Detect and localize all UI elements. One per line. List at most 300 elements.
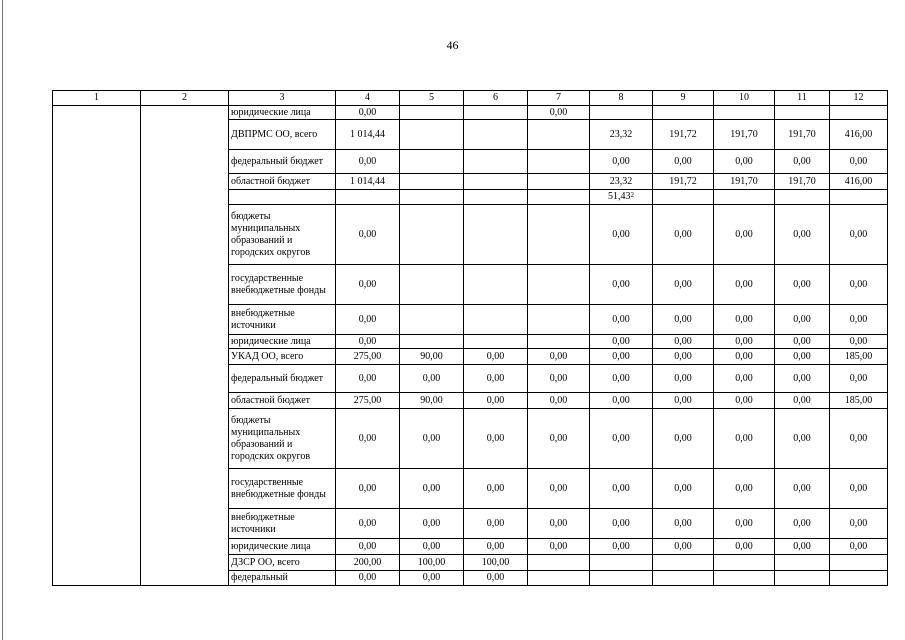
value-cell bbox=[336, 190, 400, 205]
value-cell bbox=[336, 150, 400, 174]
cell-value: 0,00 bbox=[735, 313, 753, 325]
cell-value: 0,00 bbox=[486, 482, 505, 494]
value-cell bbox=[464, 469, 528, 509]
cell-value: 185,00 bbox=[844, 350, 873, 362]
value-cell bbox=[653, 409, 714, 469]
value-cell bbox=[775, 265, 830, 305]
value-cell bbox=[830, 205, 888, 265]
value-cell bbox=[464, 305, 528, 335]
cell-value: 0,00 bbox=[612, 335, 630, 347]
value-cell bbox=[775, 190, 830, 205]
row-label: областной бюджет bbox=[229, 393, 336, 409]
value-cell bbox=[830, 150, 888, 174]
value-cell bbox=[590, 539, 653, 555]
cell-value: 0,00 bbox=[549, 482, 568, 494]
cell-value: 0,00 bbox=[674, 335, 692, 347]
empty-cell bbox=[141, 409, 229, 469]
cell-value: 0,00 bbox=[358, 155, 377, 167]
value-cell bbox=[528, 265, 590, 305]
cell-value: 0,00 bbox=[793, 278, 811, 290]
row-label: внебюджетные источники bbox=[229, 509, 336, 539]
value-cell bbox=[714, 174, 775, 190]
value-cell bbox=[464, 409, 528, 469]
value-cell bbox=[775, 469, 830, 509]
value-cell bbox=[653, 393, 714, 409]
empty-cell bbox=[141, 174, 229, 190]
cell-value: 0,00 bbox=[849, 517, 868, 529]
cell-value: 90,00 bbox=[420, 394, 443, 406]
row-label: федеральный bbox=[229, 571, 336, 586]
value-cell bbox=[830, 120, 888, 150]
value-cell bbox=[590, 120, 653, 150]
value-cell bbox=[653, 469, 714, 509]
empty-cell bbox=[53, 120, 141, 150]
value-cell bbox=[528, 150, 590, 174]
cell-value: 191,72 bbox=[669, 175, 697, 187]
cell-value: 0,00 bbox=[549, 106, 568, 118]
value-cell bbox=[653, 190, 714, 205]
value-cell bbox=[336, 335, 400, 349]
value-cell bbox=[775, 539, 830, 555]
value-cell bbox=[653, 539, 714, 555]
value-cell bbox=[653, 150, 714, 174]
empty-cell bbox=[141, 365, 229, 393]
table-row bbox=[53, 469, 888, 509]
cell-value: 0,00 bbox=[735, 155, 753, 167]
value-cell bbox=[775, 571, 830, 586]
table-row bbox=[53, 106, 888, 120]
table-row bbox=[53, 205, 888, 265]
cell-value: 0,00 bbox=[674, 540, 692, 552]
value-cell bbox=[528, 509, 590, 539]
cell-value: 0,00 bbox=[849, 313, 868, 325]
cell-value: 0,00 bbox=[793, 432, 811, 444]
page-number: 46 bbox=[446, 38, 459, 52]
footnote-marker: 2 bbox=[630, 191, 634, 199]
value-cell bbox=[653, 509, 714, 539]
value-cell bbox=[590, 393, 653, 409]
value-cell bbox=[336, 539, 400, 555]
value-cell bbox=[400, 393, 464, 409]
value-cell bbox=[714, 393, 775, 409]
value-cell bbox=[528, 409, 590, 469]
column-header: 11 bbox=[775, 91, 830, 106]
value-cell bbox=[336, 106, 400, 120]
value-cell bbox=[528, 120, 590, 150]
value-cell bbox=[528, 205, 590, 265]
cell-value: 0,00 bbox=[486, 394, 505, 406]
cell-value: 0,00 bbox=[793, 228, 811, 240]
column-header: 4 bbox=[336, 91, 400, 106]
table-row bbox=[53, 174, 888, 190]
cell-value: 0,00 bbox=[735, 540, 753, 552]
value-cell bbox=[464, 365, 528, 393]
value-cell bbox=[714, 539, 775, 555]
cell-value: 0,00 bbox=[422, 540, 441, 552]
value-cell bbox=[653, 265, 714, 305]
cell-value: 0,00 bbox=[735, 372, 753, 384]
cell-value: 0,00 bbox=[674, 372, 692, 384]
value-cell bbox=[830, 571, 888, 586]
table-row bbox=[53, 120, 888, 150]
table-row bbox=[53, 509, 888, 539]
value-cell bbox=[400, 205, 464, 265]
cell-value: 0,00 bbox=[793, 372, 811, 384]
cell-value: 0,00 bbox=[549, 432, 568, 444]
cell-value: 0,00 bbox=[486, 432, 505, 444]
value-cell bbox=[528, 190, 590, 205]
cell-value: 0,00 bbox=[422, 482, 441, 494]
value-cell bbox=[464, 205, 528, 265]
table-row bbox=[53, 393, 888, 409]
value-cell bbox=[714, 469, 775, 509]
value-cell bbox=[400, 365, 464, 393]
cell-value: 0,00 bbox=[612, 278, 630, 290]
row-label: юридические лица bbox=[229, 106, 336, 120]
empty-cell bbox=[141, 393, 229, 409]
cell-value: 0,00 bbox=[422, 372, 441, 384]
row-label: государственные внебюджетные фонды bbox=[229, 265, 336, 305]
column-header: 7 bbox=[528, 91, 590, 106]
value-cell bbox=[528, 365, 590, 393]
value-cell bbox=[830, 305, 888, 335]
cell-value: 0,00 bbox=[674, 228, 692, 240]
cell-value: 0,00 bbox=[549, 394, 568, 406]
empty-cell bbox=[53, 409, 141, 469]
cell-value: 191,70 bbox=[730, 175, 758, 187]
cell-value: 0,00 bbox=[612, 394, 630, 406]
value-cell bbox=[400, 265, 464, 305]
value-cell bbox=[400, 150, 464, 174]
cell-value: 275,00 bbox=[353, 350, 382, 362]
value-cell bbox=[714, 265, 775, 305]
column-header: 10 bbox=[714, 91, 775, 106]
value-cell bbox=[336, 265, 400, 305]
cell-value: 0,00 bbox=[549, 350, 568, 362]
cell-value: 0,00 bbox=[422, 432, 441, 444]
table-body bbox=[53, 91, 888, 586]
empty-cell bbox=[141, 190, 229, 205]
cell-value: 191,70 bbox=[788, 128, 816, 140]
cell-value: 0,00 bbox=[358, 572, 377, 583]
cell-value: 0,00 bbox=[674, 517, 692, 529]
value-cell bbox=[528, 349, 590, 365]
value-cell bbox=[653, 120, 714, 150]
cell-value: 191,72 bbox=[669, 128, 697, 140]
empty-cell bbox=[141, 205, 229, 265]
value-cell bbox=[400, 174, 464, 190]
value-cell bbox=[714, 190, 775, 205]
value-cell bbox=[714, 106, 775, 120]
value-cell bbox=[400, 509, 464, 539]
cell-value: 1 014,44 bbox=[350, 175, 385, 187]
value-cell bbox=[714, 555, 775, 571]
cell-value: 0,00 bbox=[849, 228, 868, 240]
table-row bbox=[53, 555, 888, 571]
cell-value: 0,00 bbox=[849, 335, 868, 347]
value-cell bbox=[336, 365, 400, 393]
cell-value: 0,00 bbox=[793, 313, 811, 325]
value-cell bbox=[336, 205, 400, 265]
value-cell bbox=[775, 349, 830, 365]
empty-cell bbox=[141, 571, 229, 586]
empty-cell bbox=[53, 539, 141, 555]
table-row bbox=[53, 190, 888, 205]
value-cell bbox=[590, 365, 653, 393]
value-cell bbox=[400, 539, 464, 555]
column-header: 9 bbox=[653, 91, 714, 106]
value-cell bbox=[464, 150, 528, 174]
cell-value: 0,00 bbox=[612, 540, 630, 552]
table-row bbox=[53, 365, 888, 393]
value-cell bbox=[528, 555, 590, 571]
value-cell bbox=[830, 349, 888, 365]
empty-cell bbox=[141, 265, 229, 305]
cell-value: 0,00 bbox=[612, 372, 630, 384]
cell-value: 0,00 bbox=[735, 517, 753, 529]
value-cell bbox=[528, 469, 590, 509]
value-cell bbox=[653, 174, 714, 190]
empty-cell bbox=[53, 305, 141, 335]
row-label: бюджеты муниципальных образований и городских округов bbox=[229, 409, 336, 469]
value-cell bbox=[464, 265, 528, 305]
value-cell bbox=[590, 106, 653, 120]
value-cell bbox=[590, 409, 653, 469]
value-cell bbox=[653, 349, 714, 365]
empty-cell bbox=[53, 393, 141, 409]
value-cell bbox=[528, 335, 590, 349]
table-row bbox=[53, 571, 888, 586]
value-cell bbox=[775, 335, 830, 349]
cell-value: 0,00 bbox=[735, 228, 753, 240]
cell-value: 0,00 bbox=[735, 335, 753, 347]
value-cell bbox=[830, 265, 888, 305]
cell-value: 0,00 bbox=[674, 482, 692, 494]
cell-value: 191,70 bbox=[730, 128, 758, 140]
cell-value: 0,00 bbox=[612, 313, 630, 325]
table-row bbox=[53, 539, 888, 555]
cell-value: 0,00 bbox=[735, 432, 753, 444]
value-cell bbox=[528, 305, 590, 335]
table-row bbox=[53, 305, 888, 335]
cell-value: 0,00 bbox=[486, 350, 505, 362]
cell-value: 185,00 bbox=[844, 394, 873, 406]
value-cell bbox=[464, 555, 528, 571]
cell-value: 23,32 bbox=[609, 175, 633, 187]
empty-cell bbox=[141, 335, 229, 349]
cell-value: 0,00 bbox=[612, 228, 630, 240]
value-cell bbox=[336, 555, 400, 571]
cell-value: 0,00 bbox=[358, 313, 377, 325]
empty-cell bbox=[141, 469, 229, 509]
empty-cell bbox=[53, 150, 141, 174]
budget-table bbox=[52, 90, 888, 586]
value-cell bbox=[714, 349, 775, 365]
cell-value: 0,00 bbox=[793, 482, 811, 494]
cell-value: 0,00 bbox=[793, 394, 811, 406]
value-cell bbox=[775, 205, 830, 265]
value-cell bbox=[775, 365, 830, 393]
cell-value: 0,00 bbox=[735, 482, 753, 494]
cell-value: 0,00 bbox=[849, 432, 868, 444]
cell-value: 23,32 bbox=[609, 128, 633, 140]
value-cell bbox=[830, 469, 888, 509]
empty-cell bbox=[53, 265, 141, 305]
column-header: 12 bbox=[830, 91, 888, 106]
value-cell bbox=[653, 335, 714, 349]
row-label: федеральный бюджет bbox=[229, 365, 336, 393]
value-cell bbox=[400, 409, 464, 469]
column-header: 1 bbox=[53, 91, 141, 106]
cell-value: 0,00 bbox=[674, 278, 692, 290]
value-cell bbox=[590, 190, 653, 205]
empty-cell bbox=[53, 174, 141, 190]
value-cell bbox=[590, 555, 653, 571]
value-cell bbox=[400, 349, 464, 365]
value-cell bbox=[336, 174, 400, 190]
value-cell bbox=[714, 150, 775, 174]
cell-value: 0,00 bbox=[793, 517, 811, 529]
empty-cell bbox=[53, 365, 141, 393]
cell-value: 0,00 bbox=[358, 517, 377, 529]
value-cell bbox=[714, 409, 775, 469]
row-label: федеральный бюджет bbox=[229, 150, 336, 174]
value-cell bbox=[775, 150, 830, 174]
value-cell bbox=[775, 305, 830, 335]
column-header: 5 bbox=[400, 91, 464, 106]
cell-value: 0,00 bbox=[793, 155, 811, 167]
value-cell bbox=[714, 205, 775, 265]
cell-value: 100,00 bbox=[417, 556, 446, 568]
cell-value: 51,43 bbox=[608, 191, 631, 202]
cell-value: 0,00 bbox=[674, 432, 692, 444]
table-row bbox=[53, 349, 888, 365]
header-row bbox=[53, 91, 888, 106]
row-label bbox=[229, 190, 336, 205]
column-header: 6 bbox=[464, 91, 528, 106]
value-cell bbox=[714, 335, 775, 349]
value-cell bbox=[590, 469, 653, 509]
cell-value: 0,00 bbox=[358, 540, 377, 552]
cell-value: 0,00 bbox=[358, 372, 377, 384]
column-header: 8 bbox=[590, 91, 653, 106]
value-cell bbox=[590, 349, 653, 365]
value-cell bbox=[336, 349, 400, 365]
value-cell bbox=[528, 106, 590, 120]
empty-cell bbox=[53, 509, 141, 539]
cell-value: 0,00 bbox=[793, 540, 811, 552]
value-cell bbox=[400, 106, 464, 120]
value-cell bbox=[464, 120, 528, 150]
value-cell bbox=[830, 409, 888, 469]
value-cell bbox=[830, 509, 888, 539]
value-cell bbox=[590, 150, 653, 174]
row-label: УКАД ОО, всего bbox=[229, 349, 336, 365]
value-cell bbox=[775, 555, 830, 571]
value-cell bbox=[653, 106, 714, 120]
value-cell bbox=[830, 174, 888, 190]
value-cell bbox=[775, 409, 830, 469]
value-cell bbox=[400, 335, 464, 349]
value-cell bbox=[653, 205, 714, 265]
value-cell bbox=[653, 555, 714, 571]
cell-value: 0,00 bbox=[549, 517, 568, 529]
value-cell bbox=[830, 393, 888, 409]
cell-value: 0,00 bbox=[793, 350, 811, 362]
value-cell bbox=[830, 539, 888, 555]
value-cell bbox=[653, 305, 714, 335]
cell-value: 0,00 bbox=[612, 350, 630, 362]
value-cell bbox=[653, 571, 714, 586]
empty-cell bbox=[53, 205, 141, 265]
table-row bbox=[53, 335, 888, 349]
value-cell bbox=[775, 174, 830, 190]
cell-value: 0,00 bbox=[358, 106, 377, 118]
value-cell bbox=[400, 469, 464, 509]
value-cell bbox=[714, 120, 775, 150]
row-label: государственные внебюджетные фонды bbox=[229, 469, 336, 509]
cell-value: 0,00 bbox=[549, 540, 568, 552]
table-row bbox=[53, 409, 888, 469]
cell-value: 0,00 bbox=[486, 540, 505, 552]
cell-value: 90,00 bbox=[420, 350, 443, 362]
empty-cell bbox=[141, 106, 229, 120]
value-cell bbox=[528, 393, 590, 409]
value-cell bbox=[830, 335, 888, 349]
value-cell bbox=[336, 393, 400, 409]
value-cell bbox=[464, 349, 528, 365]
cell-value: 0,00 bbox=[849, 155, 868, 167]
cell-value: 0,00 bbox=[849, 372, 868, 384]
value-cell bbox=[775, 106, 830, 120]
value-cell bbox=[336, 571, 400, 586]
empty-cell bbox=[141, 349, 229, 365]
table-row bbox=[53, 150, 888, 174]
value-cell bbox=[775, 509, 830, 539]
cell-value: 1 014,44 bbox=[350, 128, 385, 140]
value-cell bbox=[830, 365, 888, 393]
row-label: ДЗСР ОО, всего bbox=[229, 555, 336, 571]
value-cell bbox=[464, 174, 528, 190]
cell-value: 0,00 bbox=[674, 350, 692, 362]
value-cell bbox=[830, 555, 888, 571]
empty-cell bbox=[141, 555, 229, 571]
cell-value: 0,00 bbox=[849, 278, 868, 290]
cell-value: 0,00 bbox=[735, 394, 753, 406]
cell-value: 200,00 bbox=[353, 556, 382, 568]
cell-value: 0,00 bbox=[612, 517, 630, 529]
table-row bbox=[53, 265, 888, 305]
cell-value: 0,00 bbox=[358, 432, 377, 444]
empty-cell bbox=[141, 150, 229, 174]
row-label: ДВПРМС ОО, всего bbox=[229, 120, 336, 150]
cell-value: 0,00 bbox=[422, 572, 441, 583]
row-label: юридические лица bbox=[229, 539, 336, 555]
value-cell bbox=[336, 120, 400, 150]
empty-cell bbox=[141, 120, 229, 150]
row-label: бюджеты муниципальных образований и городских округов bbox=[229, 205, 336, 265]
value-cell bbox=[464, 509, 528, 539]
empty-cell bbox=[141, 305, 229, 335]
cell-value: 0,00 bbox=[358, 335, 377, 347]
cell-value: 100,00 bbox=[481, 556, 510, 568]
value-cell bbox=[590, 174, 653, 190]
cell-value: 0,00 bbox=[358, 278, 377, 290]
value-cell bbox=[528, 571, 590, 586]
empty-cell bbox=[53, 571, 141, 586]
cell-value: 0,00 bbox=[422, 517, 441, 529]
value-cell bbox=[400, 120, 464, 150]
